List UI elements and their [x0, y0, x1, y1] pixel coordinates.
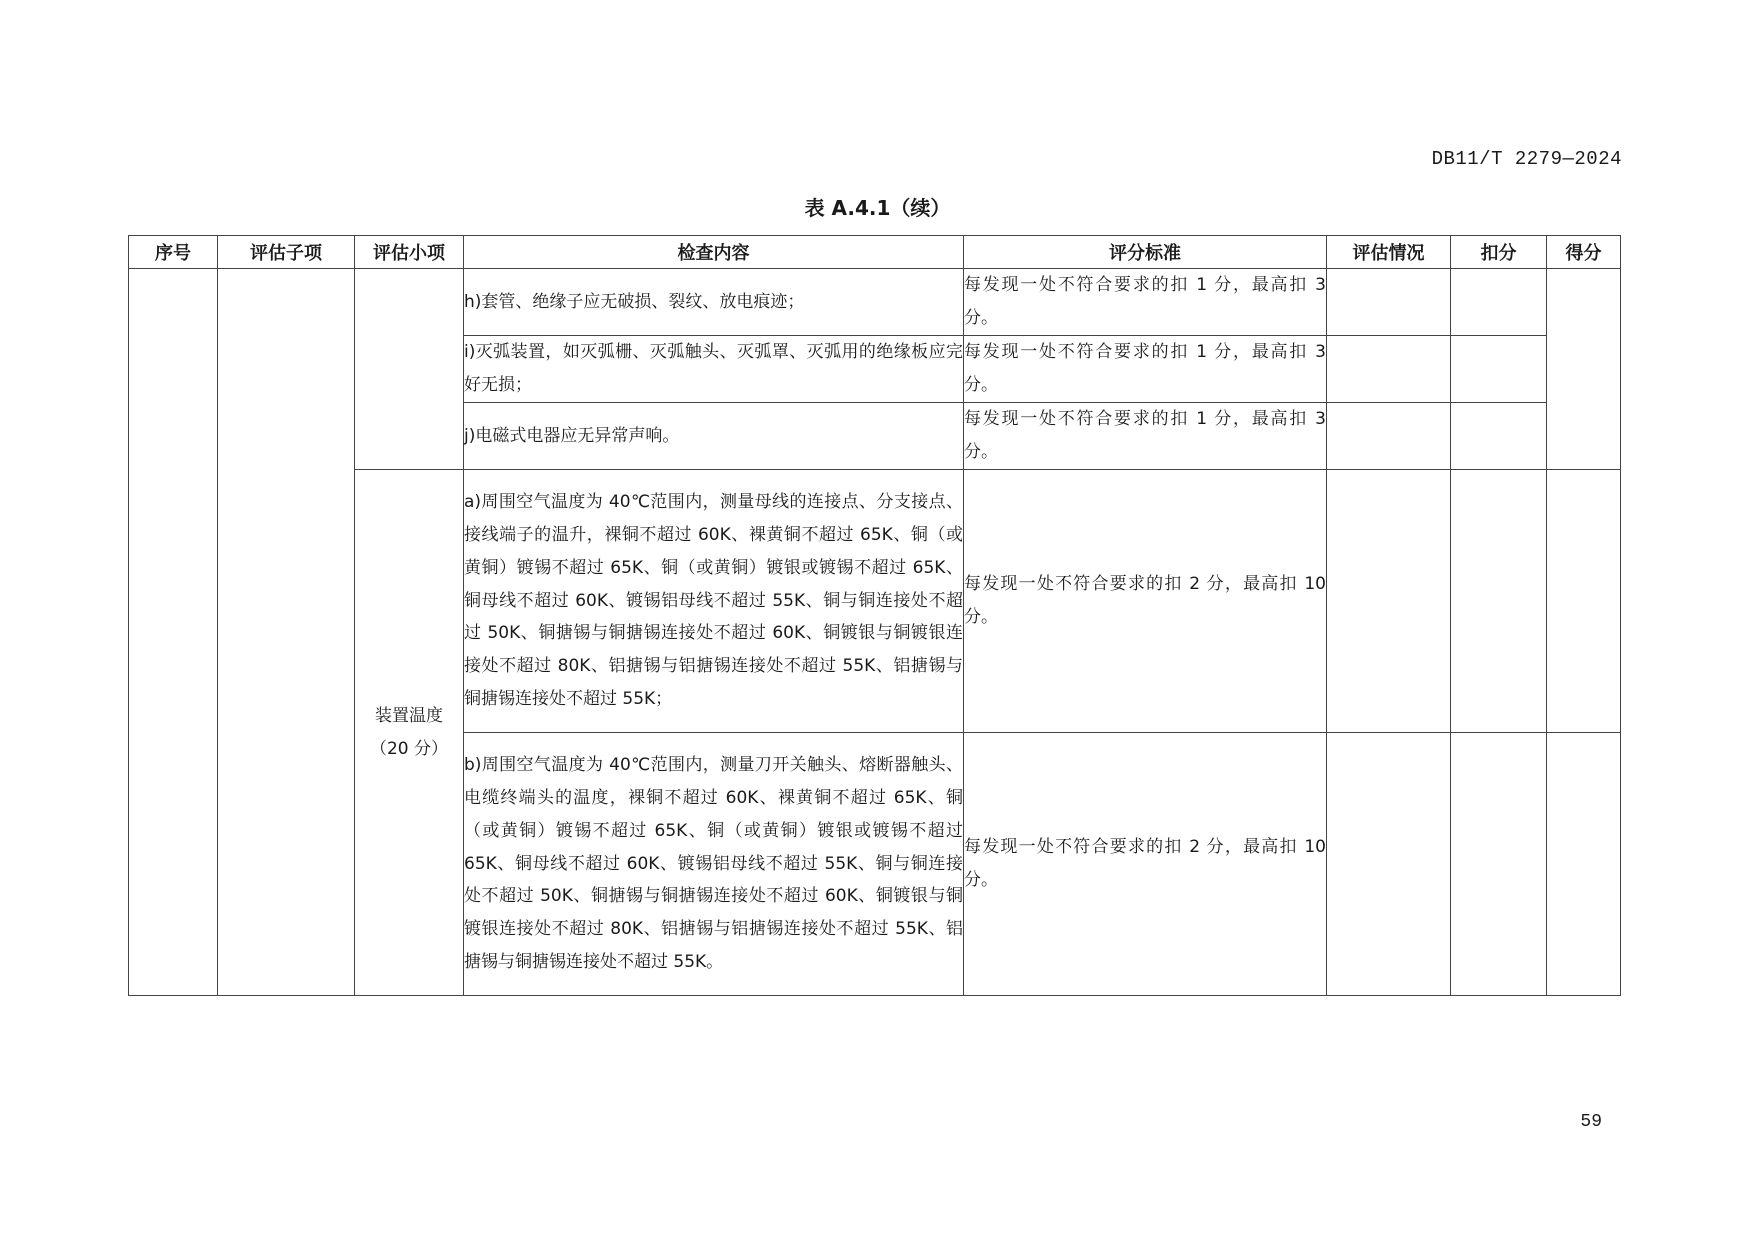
score-cell — [1547, 470, 1621, 733]
page-number: 59 — [1580, 1112, 1602, 1132]
col-header-check-content: 检查内容 — [464, 236, 964, 269]
check-content-cell: j)电磁式电器应无异常声响。 — [464, 403, 964, 470]
assessment-cell — [1327, 403, 1451, 470]
document-code: DB11/T 2279—2024 — [1431, 148, 1622, 170]
table-title: 表 A.4.1（续） — [804, 196, 951, 220]
check-content-cell: h)套管、绝缘子应无破损、裂纹、放电痕迹； — [464, 269, 964, 336]
scoring-standard-cell: 每发现一处不符合要求的扣 1 分，最高扣 3 分。 — [964, 403, 1327, 470]
col-header-deduction: 扣分 — [1451, 236, 1547, 269]
deduction-cell — [1451, 336, 1547, 403]
assessment-cell — [1327, 733, 1451, 996]
score-cell — [1547, 733, 1621, 996]
assessment-cell — [1327, 470, 1451, 733]
minor-item-cell-upper — [355, 269, 464, 470]
check-content-cell: b)周围空气温度为 40℃范围内，测量刀开关触头、熔断器触头、电缆终端头的温度，裸铜不超过 60K、裸黄铜不超过 65K、铜（或黄铜）镀锡不超过 65K、铜（或黄铜）镀银或镀锡不超过 65K、铜母线不超过 60K、镀锡铝母线不超过 55K、铜与铜连接处不超过 50K、铜搪锡与铜搪锡连接处不超过 60K、铜镀银与铜镀银连接处不超过 80K、铝搪锡与铝搪锡连接处不超过 55K、铝搪锡与铜搪锡连接处不超过 55K。 — [464, 733, 964, 996]
col-header-scoring-standard: 评分标准 — [964, 236, 1327, 269]
check-content-cell: i)灭弧装置，如灭弧栅、灭弧触头、灭弧罩、灭弧用的绝缘板应完好无损； — [464, 336, 964, 403]
sub-item-cell — [218, 269, 355, 996]
check-content-cell: a)周围空气温度为 40℃范围内，测量母线的连接点、分支接点、接线端子的温升，裸铜不超过 60K、裸黄铜不超过 65K、铜（或黄铜）镀锡不超过 65K、铜（或黄铜）镀银或镀锡不超过 65K、铜母线不超过 60K、镀锡铝母线不超过 55K、铜与铜连接处不超过 50K、铜搪锡与铜搪锡连接处不超过 60K、铜镀银与铜镀银连接处不超过 80K、铝搪锡与铝搪锡连接处不超过 55K、铝搪锡与铜搪锡连接处不超过 55K； — [464, 470, 964, 733]
col-header-minor-item: 评估小项 — [355, 236, 464, 269]
table-row — [129, 269, 1621, 336]
deduction-cell — [1451, 733, 1547, 996]
assessment-table — [128, 235, 1621, 996]
deduction-cell — [1451, 269, 1547, 336]
score-cell-upper — [1547, 269, 1621, 470]
col-header-serial: 序号 — [129, 236, 218, 269]
minor-item-name: 装置温度 — [375, 705, 443, 726]
deduction-cell — [1451, 470, 1547, 733]
serial-cell — [129, 269, 218, 996]
minor-item-temperature — [355, 470, 464, 996]
minor-item-score: （20 分） — [369, 738, 449, 759]
deduction-cell — [1451, 403, 1547, 470]
assessment-cell — [1327, 336, 1451, 403]
col-header-score: 得分 — [1547, 236, 1621, 269]
scoring-standard-cell: 每发现一处不符合要求的扣 2 分，最高扣 10 分。 — [964, 470, 1327, 733]
scoring-standard-cell: 每发现一处不符合要求的扣 1 分，最高扣 3 分。 — [964, 336, 1327, 403]
col-header-assessment: 评估情况 — [1327, 236, 1451, 269]
assessment-cell — [1327, 269, 1451, 336]
col-header-sub-item: 评估子项 — [218, 236, 355, 269]
scoring-standard-cell: 每发现一处不符合要求的扣 2 分，最高扣 10 分。 — [964, 733, 1327, 996]
table-header-row — [129, 236, 1621, 269]
scoring-standard-cell: 每发现一处不符合要求的扣 1 分，最高扣 3 分。 — [964, 269, 1327, 336]
